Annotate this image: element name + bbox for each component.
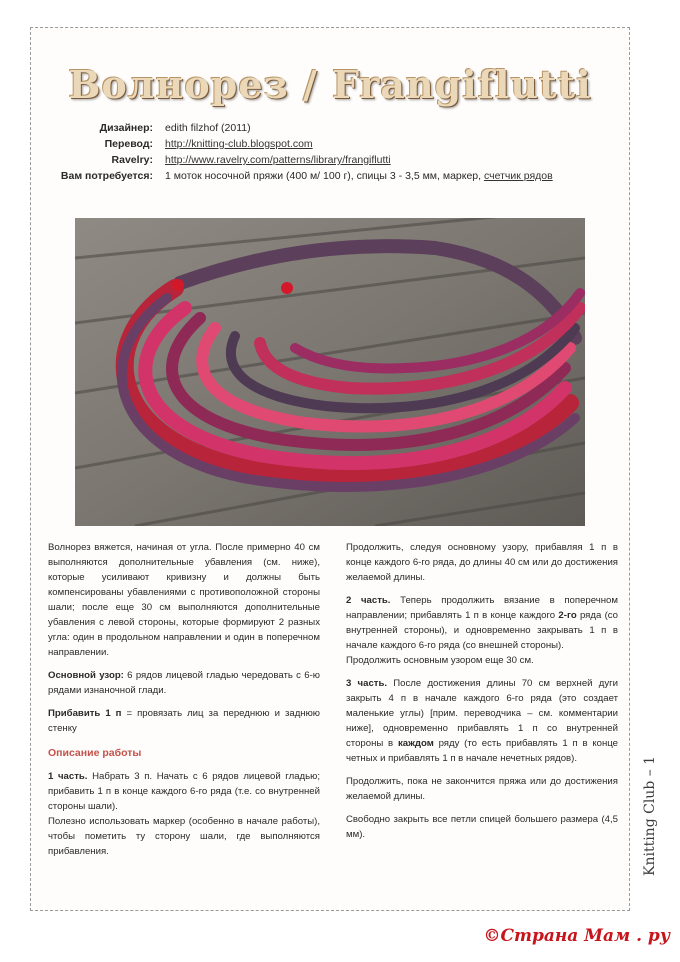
translation-link[interactable]: http://knitting-club.blogspot.com [165,138,313,150]
part2-emph: 2-го [558,610,577,621]
meta-row-designer [40,120,620,136]
main-pattern-paragraph [48,668,320,698]
bind-off-paragraph: Свободно закрыть все петли спицей большего размера (4,5 мм). [346,814,618,840]
marker-paragraph: Полезно использовать маркер (особенно в начале работы), чтобы пометить ту сторону шали, где выполняются прибавления. [48,816,320,857]
part3-paragraph [346,676,618,766]
meta-key: Ravelry: [111,154,153,166]
part1-text: Набрать 3 п. Начать с 6 рядов лицевой гладью; прибавить 1 п в конце каждого 6-го ряда (т.е. со внутренней стороны шали). [48,771,320,812]
row-counter-link[interactable]: счетчик рядов [483,170,553,182]
meta-key: Дизайнер: [99,122,153,134]
part3-text-a: После достижения длины 70 см верхней дуги закрыть 4 п в начале каждого 6-го ряда (это создает маленькие углы) [прим. переводчика – см. комментарии ниже], одновременно прибавлять 1 п со внутренней стороны в [346,678,618,749]
part1-label: 1 часть. [48,771,88,782]
meta-row-translation [40,136,620,152]
right-column [346,540,618,867]
part1-paragraph [48,769,320,814]
part2-text-b: ряда (со внутренней стороны), и одновременно закрывать 1 п в начале каждого 6-го ряда (со внешней стороны). [346,610,619,651]
increase-paragraph [48,706,320,736]
meta-key: Вам потребуется: [60,170,153,182]
watermark: ©Страна Мам . ру [483,926,670,946]
part2-label: 2 часть. [346,595,391,606]
shawl-photo [75,218,585,526]
increase-text: = провязать лиц за переднюю и заднюю стенку [48,708,320,734]
continue-paragraph: Продолжить, следуя основному узору, прибавляя 1 п в конце каждого 6-го ряда, до длины 40 см или до достижения желаемой длины. [346,542,618,583]
section-heading: Описание работы [48,747,142,759]
part3-label: 3 часть. [346,678,388,689]
shawl-image [75,218,585,526]
increase-label: Прибавить 1 п [48,708,122,719]
meta-key: Перевод: [104,138,153,150]
meta-row-ravelry [40,152,620,168]
part2-paragraph [346,593,618,653]
part2-text-a: Теперь продолжить вязание в поперечном направлении; прибавлять 1 п в конце каждого [346,595,618,621]
meta-row-materials [40,168,620,184]
intro-paragraph: Волнорез вяжется, начиная от угла. После примерно 40 см выполняются дополнительные убавления (см. ниже), которые усиливают кривизну и должны быть компенсированы убавлениями с противоположной стороны шали; после еще 30 см выполняются дополнительные убавления с левой стороны, которые формируют 2 разных угла: один в продольном направлении и один в поперечном направлении. [48,542,320,658]
side-label: Knitting Club – 1 [642,755,658,876]
part3-text-b: ряду (то есть прибавлять 1 п в конце четных и прибавлять 1 п в начале нечетных рядов). [346,738,618,764]
continue-30-paragraph: Продолжить основным узором еще 30 см. [346,655,534,666]
part3-emph: каждом [397,738,434,749]
instructions [48,540,618,867]
left-column [48,540,320,867]
main-pattern-label: Основной узор: [48,670,124,681]
page-title: Волнорез / Frangiflutti [68,62,592,107]
ravelry-link[interactable]: http://www.ravelry.com/patterns/library/frangiflutti [165,154,391,166]
main-pattern-text: 6 рядов лицевой гладью чередовать с 6-ю рядами изнаночной глади. [48,670,320,696]
finish-paragraph: Продолжить, пока не закончится пряжа или до достижения желаемой длины. [346,776,618,802]
materials-text: 1 моток носочной пряжи (400 м/ 100 г), спицы 3 - 3,5 мм, маркер, [165,170,484,182]
pattern-meta [40,120,620,184]
meta-value: edith filzhof (2011) [165,122,251,134]
